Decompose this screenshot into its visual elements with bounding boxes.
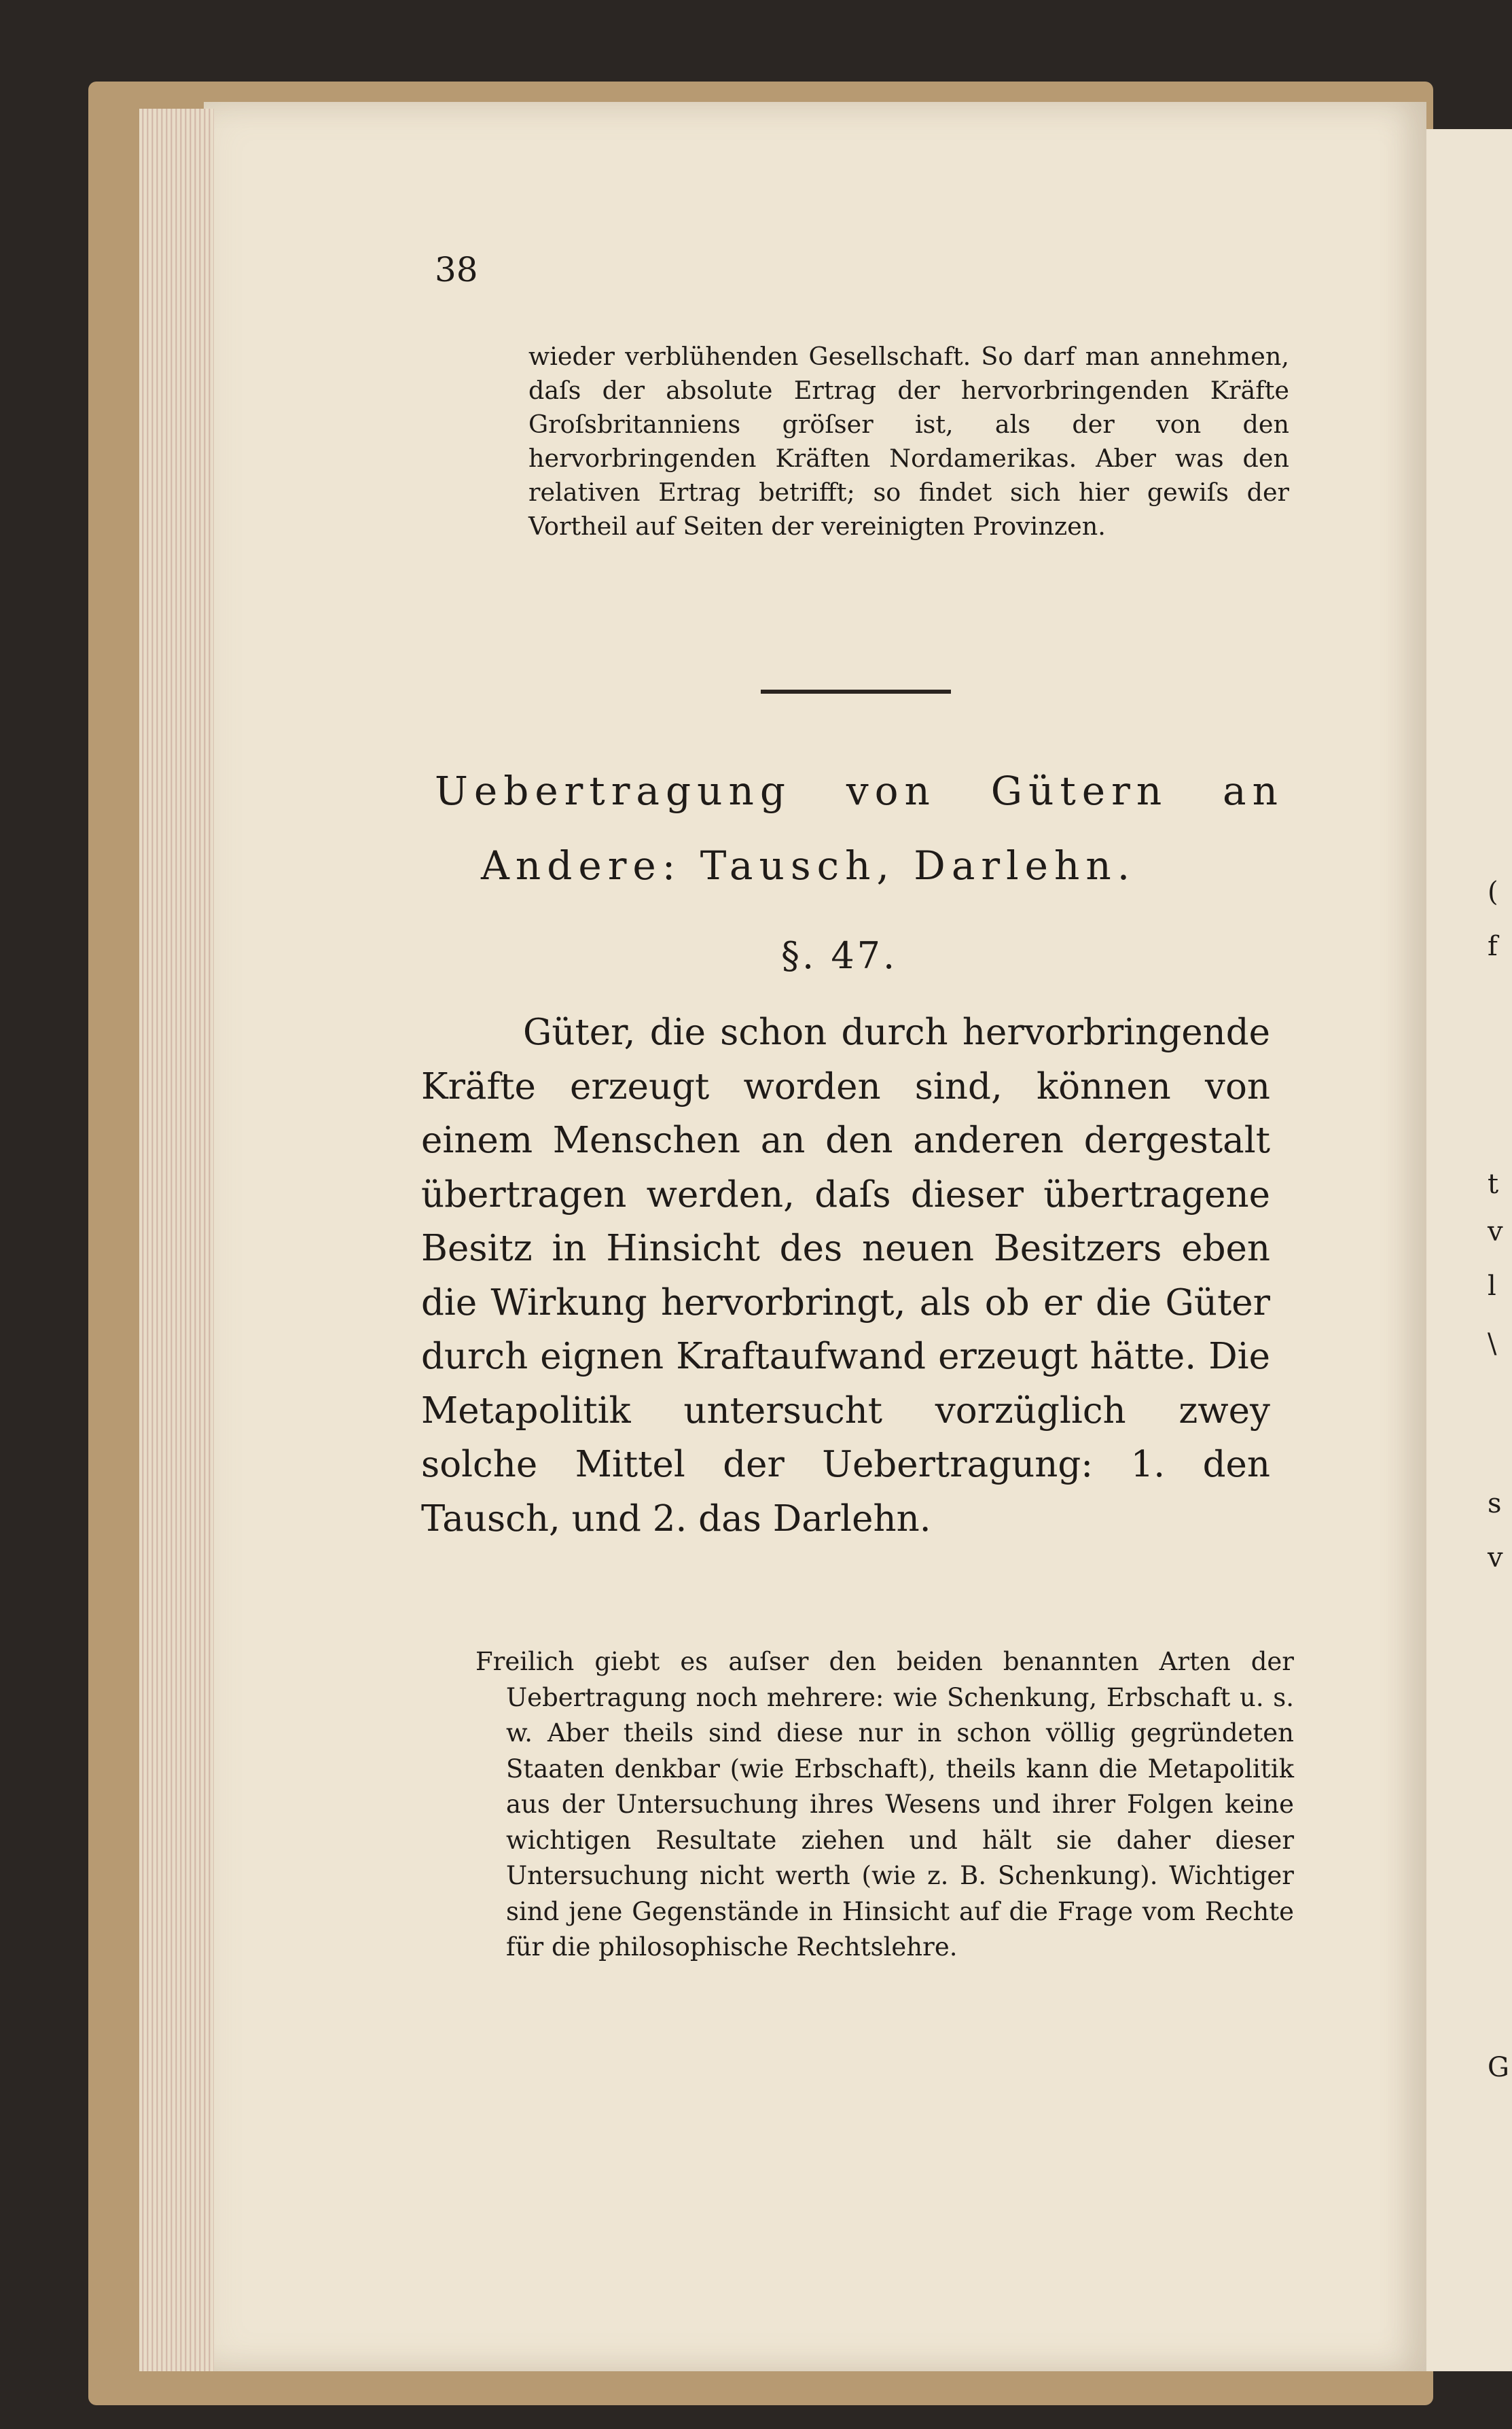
section-heading-line2: Andere: Tausch, Darlehn. <box>481 843 1136 889</box>
next-page-glyph: ( <box>1488 876 1498 908</box>
continuation-paragraph: wieder verblühenden Gesellschaft. So darf man annehmen, daſs der absolute Ertrag der hervorbringenden Kräfte Groſsbritanniens gröſser ist, als der von den hervorbringenden Kräften Nordamerikas. Aber was den relativen Ertrag betrifft; so findet sich hier gewiſs der Vortheil auf Seiten der vereinigten Provinzen. <box>528 342 1289 541</box>
next-page-glyph: t <box>1488 1169 1499 1200</box>
section-divider <box>761 690 951 694</box>
next-page-glyph: \ <box>1488 1328 1497 1360</box>
next-page-glyph: f <box>1488 931 1498 962</box>
next-page-glyph: l <box>1488 1271 1496 1302</box>
section-heading-line1: Uebertragung von Gütern an <box>435 768 1284 814</box>
next-page-glyph: s <box>1488 1488 1502 1519</box>
next-page-glyph: G <box>1488 2052 1509 2083</box>
footnote-paragraph: Freilich giebt es auſser den beiden benannten Arten der Uebertragung noch mehrere: wie Schenkung, Erbschaft u. s. w. Aber theils sind diese nur in schon völlig gegründeten Staaten denkbar (wie Erbschaft), theils kann die Metapolitik aus der Untersuchung ihres Wesens und ihrer Folgen keine wichtigen Resultate ziehen und hält sie daher dieser Untersuchung nicht werth (wie z. B. Schenkung). Wichtiger sind jene Gegenstände in Hinsicht auf die Frage vom Rechte für die philosophische Rechtslehre. <box>475 1647 1294 1962</box>
next-page-glyph: v <box>1488 1216 1503 1247</box>
next-page-glyph: v <box>1488 1542 1503 1574</box>
next-page-edge <box>1423 129 1512 2371</box>
body-paragraph: Güter, die schon durch hervorbringende Kräfte erzeugt worden sind, können von einem Menschen an den anderen dergestalt übertragen werden, daſs dieser übertragene Besitz in Hinsicht des neuen Besitzers eben die Wirkung hervorbringt, als ob er die Güter durch eignen Kraftaufwand erzeugt hätte. Die Metapolitik untersucht vorzüglich zwey solche Mittel der Uebertragung: 1. den Tausch, und 2. das Darlehn. <box>421 1012 1270 1540</box>
page-number: 38 <box>435 250 478 289</box>
page-edges <box>139 109 214 2371</box>
section-number: §. 47. <box>781 934 898 977</box>
